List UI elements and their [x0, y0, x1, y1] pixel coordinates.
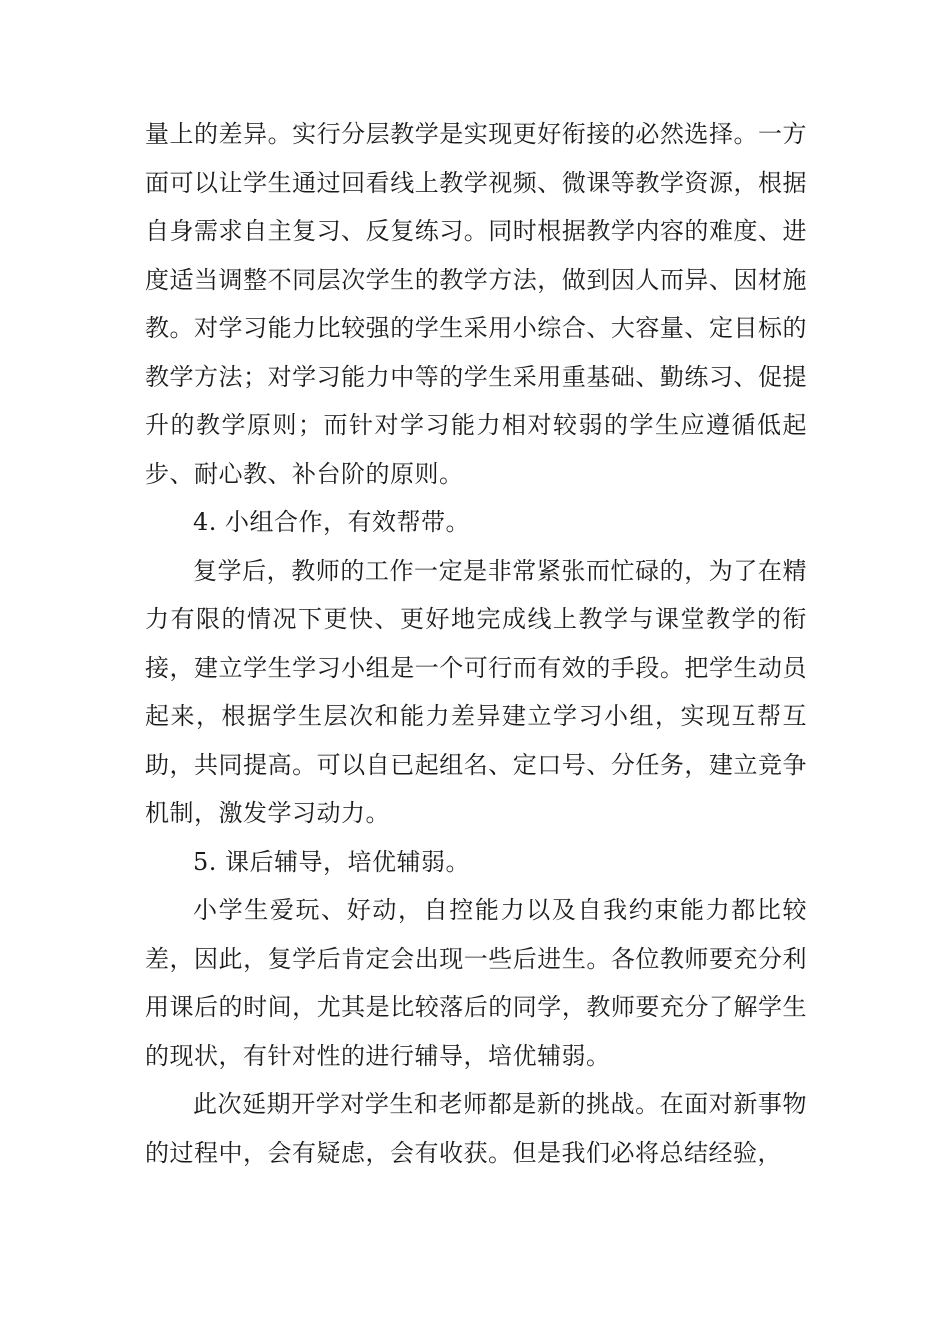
paragraph-tiered-teaching: 量上的差异。实行分层教学是实现更好衔接的必然选择。一方面可以让学生通过回看线上教学视频、微课等教学资源，根据自身需求自主复习、反复练习。同时根据教学内容的难度、进度适当调整不同层次学生的教学方法，做到因人而异、因材施教。对学习能力比较强的学生采用小综合、大容量、定目标的教学方法；对学习能力中等的学生采用重基础、勤练习、促提升的教学原则；而针对学习能力相对较弱的学生应遵循低起步、耐心教、补台阶的原则。: [145, 120, 807, 488]
paragraph-conclusion: 此次延期开学对学生和老师都是新的挑战。在面对新事物的过程中，会有疑虑，会有收获。但是我们必将总结经验，: [145, 1090, 807, 1167]
section-heading-group-cooperation: 4. 小组合作，有效帮带。: [193, 508, 471, 536]
document-body: [145, 110, 807, 1177]
paragraph-after-class-tutoring: 小学生爱玩、好动，自控能力以及自我约束能力都比较差，因此，复学后肯定会出现一些后进生。各位教师要充分利用课后的时间，尤其是比较落后的同学，教师要充分了解学生的现状，有针对性的进行辅导，培优辅弱。: [145, 896, 807, 1070]
section-heading-after-class-tutoring: 5. 课后辅导，培优辅弱。: [193, 847, 471, 876]
paragraph-group-cooperation: 复学后，教师的工作一定是非常紧张而忙碌的，为了在精力有限的情况下更快、更好地完成线上教学与课堂教学的衔接，建立学生学习小组是一个可行而有效的手段。把学生动员起来，根据学生层次和能力差异建立学习小组，实现互帮互助，共同提高。可以自已起组名、定口号、分任务，建立竞争机制，激发学习动力。: [145, 556, 807, 827]
